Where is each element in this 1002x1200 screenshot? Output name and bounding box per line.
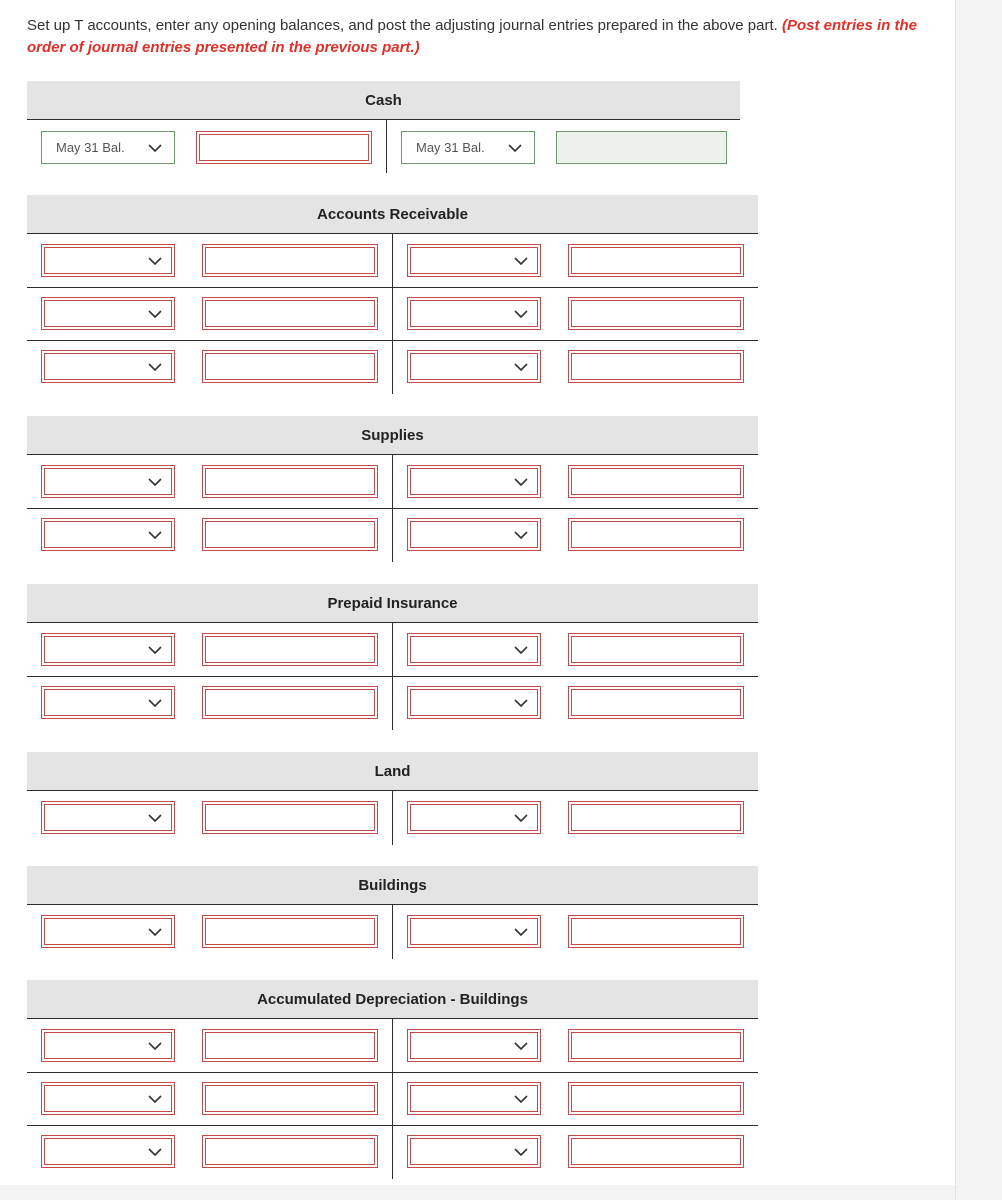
chevron-down-icon [512, 358, 530, 376]
debit-account-select[interactable] [41, 465, 175, 498]
account-divider [392, 1019, 393, 1179]
credit-account-select[interactable] [407, 350, 541, 383]
account-title: Cash [27, 81, 740, 120]
account-title: Land [27, 752, 758, 791]
row-separator [27, 1125, 758, 1126]
chevron-down-icon [146, 809, 164, 827]
credit-account-select[interactable] [407, 1082, 541, 1115]
chevron-down-icon [512, 526, 530, 544]
chevron-down-icon [146, 358, 164, 376]
debit-amount-input[interactable] [202, 1135, 378, 1168]
account-title: Supplies [27, 416, 758, 455]
dropdown-selected-value: May 31 Bal. [416, 140, 485, 155]
chevron-down-icon [512, 1090, 530, 1108]
debit-amount-input[interactable] [202, 915, 378, 948]
debit-amount-input[interactable] [202, 518, 378, 551]
credit-amount-input[interactable] [568, 244, 744, 277]
debit-account-select[interactable] [41, 1082, 175, 1115]
chevron-down-icon [146, 923, 164, 941]
account-title: Accounts Receivable [27, 195, 758, 234]
debit-amount-input[interactable] [202, 350, 378, 383]
credit-amount-input[interactable] [568, 686, 744, 719]
credit-account-select[interactable] [407, 297, 541, 330]
account-title: Accumulated Depreciation - Buildings [27, 980, 758, 1019]
debit-account-select[interactable] [41, 1029, 175, 1062]
right-gutter [955, 0, 1002, 1200]
credit-account-select[interactable] [407, 518, 541, 551]
chevron-down-icon [146, 641, 164, 659]
account-divider [392, 905, 393, 959]
account-divider [392, 234, 393, 394]
account-divider [386, 119, 387, 173]
debit-amount-input[interactable] [202, 633, 378, 666]
chevron-down-icon [512, 641, 530, 659]
credit-amount-input[interactable] [568, 633, 744, 666]
chevron-down-icon [512, 1143, 530, 1161]
debit-account-select[interactable] [41, 518, 175, 551]
row-separator [27, 1072, 758, 1073]
account-divider [392, 791, 393, 845]
credit-account-select[interactable] [401, 131, 535, 164]
credit-amount-input[interactable] [568, 465, 744, 498]
row-separator [27, 508, 758, 509]
chevron-down-icon [146, 139, 164, 157]
debit-account-select[interactable] [41, 633, 175, 666]
chevron-down-icon [146, 473, 164, 491]
chevron-down-icon [146, 526, 164, 544]
credit-amount-input[interactable] [568, 518, 744, 551]
credit-account-select[interactable] [407, 915, 541, 948]
debit-amount-input[interactable] [202, 1082, 378, 1115]
credit-account-select[interactable] [407, 686, 541, 719]
debit-amount-input[interactable] [196, 131, 372, 164]
chevron-down-icon [146, 1143, 164, 1161]
row-separator [27, 340, 758, 341]
chevron-down-icon [512, 694, 530, 712]
chevron-down-icon [512, 252, 530, 270]
chevron-down-icon [512, 1037, 530, 1055]
credit-amount-input[interactable] [568, 1029, 744, 1062]
bottom-strip [0, 1185, 955, 1200]
instruction-main: Set up T accounts, enter any opening balances, and post the adjusting journal entries prepared in the above part. [27, 17, 778, 34]
debit-account-select[interactable] [41, 244, 175, 277]
credit-amount-input[interactable] [556, 131, 727, 164]
chevron-down-icon [512, 809, 530, 827]
credit-account-select[interactable] [407, 244, 541, 277]
credit-amount-input[interactable] [568, 1135, 744, 1168]
chevron-down-icon [146, 694, 164, 712]
chevron-down-icon [146, 1090, 164, 1108]
debit-account-select[interactable] [41, 1135, 175, 1168]
debit-account-select[interactable] [41, 915, 175, 948]
debit-amount-input[interactable] [202, 801, 378, 834]
debit-amount-input[interactable] [202, 686, 378, 719]
row-separator [27, 287, 758, 288]
debit-amount-input[interactable] [202, 1029, 378, 1062]
row-separator [27, 676, 758, 677]
debit-amount-input[interactable] [202, 465, 378, 498]
account-title: Prepaid Insurance [27, 584, 758, 623]
credit-account-select[interactable] [407, 1029, 541, 1062]
credit-account-select[interactable] [407, 1135, 541, 1168]
instruction-emphasis: (Post entries in the order of journal entries presented in the previous part.) [27, 17, 917, 56]
debit-account-select[interactable] [41, 801, 175, 834]
debit-amount-input[interactable] [202, 244, 378, 277]
instruction-text [27, 15, 942, 59]
chevron-down-icon [146, 1037, 164, 1055]
credit-amount-input[interactable] [568, 297, 744, 330]
credit-amount-input[interactable] [568, 1082, 744, 1115]
credit-account-select[interactable] [407, 465, 541, 498]
dropdown-selected-value: May 31 Bal. [56, 140, 125, 155]
credit-amount-input[interactable] [568, 801, 744, 834]
chevron-down-icon [512, 923, 530, 941]
debit-account-select[interactable] [41, 686, 175, 719]
credit-amount-input[interactable] [568, 915, 744, 948]
debit-amount-input[interactable] [202, 297, 378, 330]
debit-account-select[interactable] [41, 297, 175, 330]
credit-amount-input[interactable] [568, 350, 744, 383]
debit-account-select[interactable] [41, 131, 175, 164]
chevron-down-icon [512, 473, 530, 491]
credit-account-select[interactable] [407, 801, 541, 834]
account-title: Buildings [27, 866, 758, 905]
chevron-down-icon [146, 252, 164, 270]
chevron-down-icon [146, 305, 164, 323]
chevron-down-icon [512, 305, 530, 323]
credit-account-select[interactable] [407, 633, 541, 666]
chevron-down-icon [506, 139, 524, 157]
debit-account-select[interactable] [41, 350, 175, 383]
